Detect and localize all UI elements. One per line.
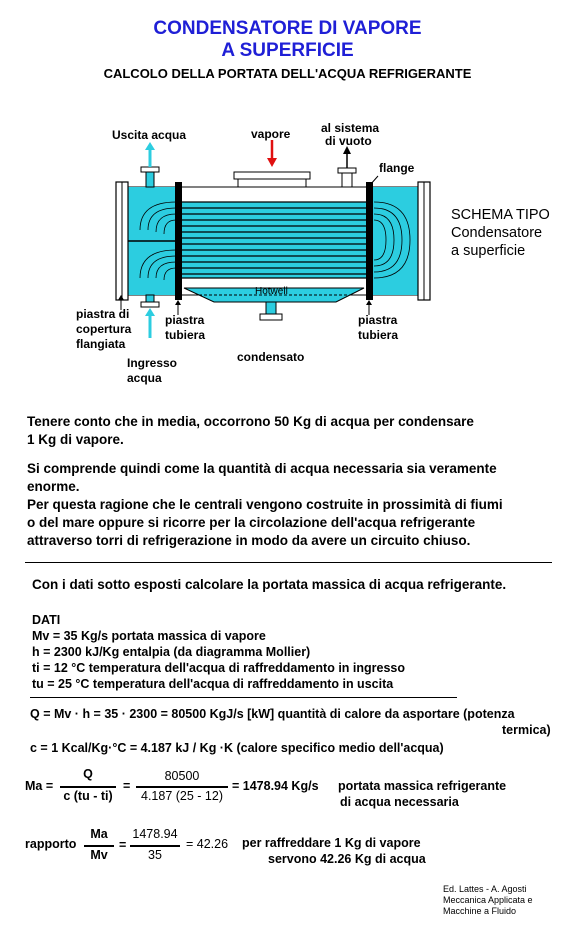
label-uscita-acqua: Uscita acqua xyxy=(112,128,187,142)
credit xyxy=(443,884,533,917)
label-al-sistema: al sistema xyxy=(321,121,380,135)
label-piastra-copertura-3: flangiata xyxy=(76,337,126,351)
credit-line-1: Ed. Lattes - A. Agosti xyxy=(443,884,527,894)
label-piastra-tubiera-left-1: piastra xyxy=(165,313,205,327)
label-di-vuoto: di vuoto xyxy=(325,134,372,148)
schema-line1: SCHEMA TIPO xyxy=(451,207,550,223)
dati-tu: tu = 25 °C temperatura dell'acqua di raffreddamento in uscita xyxy=(32,677,394,691)
page-title-line2: A SUPERFICIE xyxy=(221,40,354,61)
page-subtitle: CALCOLO DELLA PORTATA DELL'ACQUA REFRIGERANTE xyxy=(103,66,472,81)
right-water-box xyxy=(372,187,418,295)
label-flange: flange xyxy=(379,161,415,175)
label-piastra-tubiera-right-1: piastra xyxy=(358,313,398,327)
label-piastra-tubiera-right-2: tubiera xyxy=(358,328,399,342)
formula-ma-result: = 1478.94 Kg/s xyxy=(232,779,319,793)
formula-ma-denominator: c (tu - ti) xyxy=(63,789,113,803)
left-tube-plate xyxy=(175,182,182,300)
formula-ma-desc-1: portata massica refrigerante xyxy=(338,779,507,793)
paragraph-1 xyxy=(27,413,474,449)
formula-c: c = 1 Kcal/Kg·°C = 4.187 kJ / Kg ·K (calore specifico medio dell'acqua) xyxy=(30,741,444,755)
formula-r-numerator2: 1478.94 xyxy=(132,827,178,841)
label-piastra-tubiera-left-2: tubiera xyxy=(165,328,206,342)
formula-r-denominator: Mv xyxy=(90,848,108,862)
paragraph-2-line-5: attraverso torri di refrigerazione in modo da avere un circuito chiuso. xyxy=(27,533,471,548)
formula-ma-denominator2: 4.187 (25 - 12) xyxy=(141,789,223,803)
divider-1 xyxy=(25,562,552,563)
formula-ma-numerator: Q xyxy=(83,767,93,781)
paragraph-2-line-3: Per questa ragione che le centrali vengono costruite in prossimità di fiumi xyxy=(27,497,503,512)
formula-r-result: = 42.26 xyxy=(186,837,229,851)
formula-rapporto: rapporto xyxy=(25,837,77,851)
paragraph-1-line-1: Tenere conto che in media, occorrono 50 Kg di acqua per condensare xyxy=(27,414,474,429)
paragraph-1-line-2: 1 Kg di vapore. xyxy=(27,432,124,447)
formula-q-cont: termica) xyxy=(502,723,551,737)
label-condensato: condensato xyxy=(237,350,305,364)
dati-h: h = 2300 kJ/Kg entalpia (da diagramma Mollier) xyxy=(32,645,311,659)
label-ingresso: Ingresso xyxy=(127,356,178,370)
right-tube-plate xyxy=(366,182,373,300)
dati-ti: ti = 12 °C temperatura dell'acqua di raffreddamento in ingresso xyxy=(32,661,405,675)
paragraph-2-line-4: o del mare oppure si ricorre per la circolazione dell'acqua refrigerante xyxy=(27,515,476,530)
formula-ma-bar2 xyxy=(136,786,228,788)
formula-r-bar xyxy=(84,845,114,847)
formula-r-eq: = xyxy=(119,838,127,852)
formula-q: Q = Mv · h = 35 · 2300 = 80500 KgJ/s [kW] quantità di calore da asportare (potenza xyxy=(30,707,515,721)
schema-line3: a superficie xyxy=(451,243,526,259)
formula-ma-numerator2: 80500 xyxy=(164,769,200,783)
label-hotwell: Hotwell xyxy=(255,286,288,297)
credit-line-3: Macchine a Fluido xyxy=(443,906,517,916)
task-statement: Con i dati sotto esposti calcolare la portata massica di acqua refrigerante. xyxy=(32,577,507,592)
tube-bundle xyxy=(182,202,366,278)
formula-ma-bar xyxy=(60,786,116,788)
formula-r-denominator2: 35 xyxy=(148,848,162,862)
schema-caption xyxy=(451,206,550,260)
formula-ma-eq: = xyxy=(123,779,131,793)
divider-2 xyxy=(30,697,457,698)
schema-line2: Condensatore xyxy=(451,225,543,241)
formula-r-numerator: Ma xyxy=(90,827,108,841)
formula-r-bar2 xyxy=(130,845,180,847)
paragraph-2-line-2: enorme. xyxy=(27,479,80,494)
formula-ma-lhs: Ma = xyxy=(25,779,54,793)
label-vapore: vapore xyxy=(251,127,291,141)
dati-heading: DATI xyxy=(32,613,61,627)
page-title: CONDENSATORE DI VAPORE xyxy=(153,18,422,39)
dati-mv: Mv = 35 Kg/s portata massica di vapore xyxy=(32,629,266,643)
label-piastra-copertura-2: copertura xyxy=(76,322,132,336)
credit-line-2: Meccanica Applicata e xyxy=(443,895,533,905)
formula-ma-desc-2: di acqua necessaria xyxy=(340,795,459,809)
formula-r-desc-1: per raffreddare 1 Kg di vapore xyxy=(242,836,421,850)
label-piastra-copertura-1: piastra di xyxy=(76,307,130,321)
formula-r-desc-2: servono 42.26 Kg di acqua xyxy=(268,852,426,866)
paragraph-2-line-1: Si comprende quindi come la quantità di acqua necessaria sia veramente xyxy=(27,461,497,476)
paragraph-2 xyxy=(27,460,503,550)
label-acqua: acqua xyxy=(127,371,162,385)
